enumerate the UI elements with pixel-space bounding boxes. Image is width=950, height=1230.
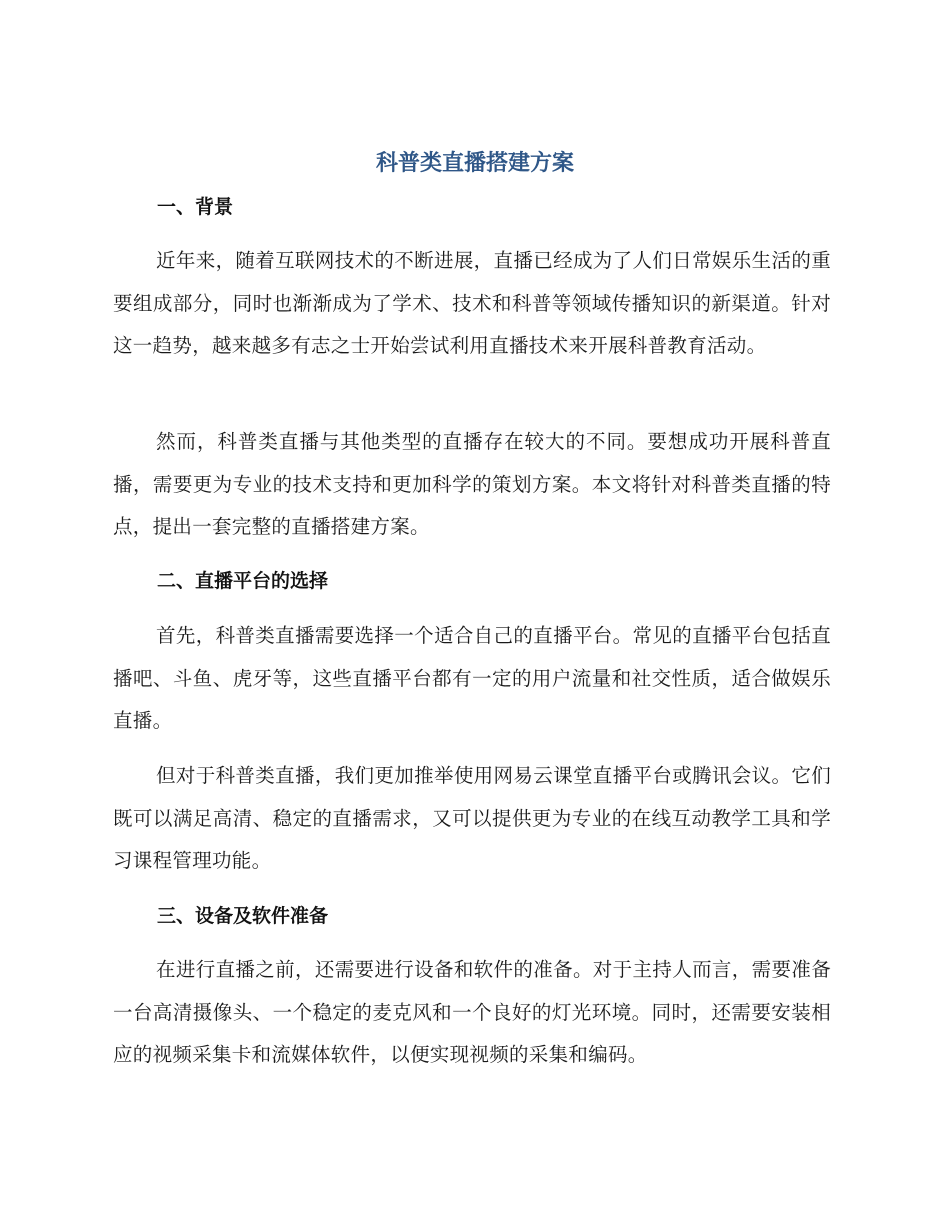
paragraph: 然而，科普类直播与其他类型的直播存在较大的不同。要想成功开展科普直播，需要更为专业的技术支持和更加科学的策划方案。本文将针对科普类直播的特点，提出一套完整的直播搭建方案。 xyxy=(113,430,831,538)
section-heading-equipment-software: 三、设备及软件准备 xyxy=(157,905,329,927)
document-title: 科普类直播搭建方案 xyxy=(375,151,574,176)
section-heading-background: 一、背景 xyxy=(157,196,234,218)
paragraph: 首先，科普类直播需要选择一个适合自己的直播平台。常见的直播平台包括直播吧、斗鱼、虎牙等，这些直播平台都有一定的用户流量和社交性质，适合做娱乐直播。 xyxy=(113,624,831,732)
paragraph: 近年来，随着互联网技术的不断进展，直播已经成为了人们日常娱乐生活的重要组成部分，同时也渐渐成为了学术、技术和科普等领域传播知识的新渠道。针对这一趋势，越来越多有志之士开始尝试利用直播技术来开展科普教育活动。 xyxy=(113,249,831,357)
paragraph: 在进行直播之前，还需要进行设备和软件的准备。对于主持人而言，需要准备一台高清摄像头、一个稳定的麦克风和一个良好的灯光环境。同时，还需要安装相应的视频采集卡和流媒体软件，以便实现视频的采集和编码。 xyxy=(113,958,831,1066)
section-heading-platform-selection: 二、直播平台的选择 xyxy=(157,570,329,592)
paragraph: 但对于科普类直播，我们更加推举使用网易云课堂直播平台或腾讯会议。它们既可以满足高清、稳定的直播需求，又可以提供更为专业的在线互动教学工具和学习课程管理功能。 xyxy=(113,764,831,872)
